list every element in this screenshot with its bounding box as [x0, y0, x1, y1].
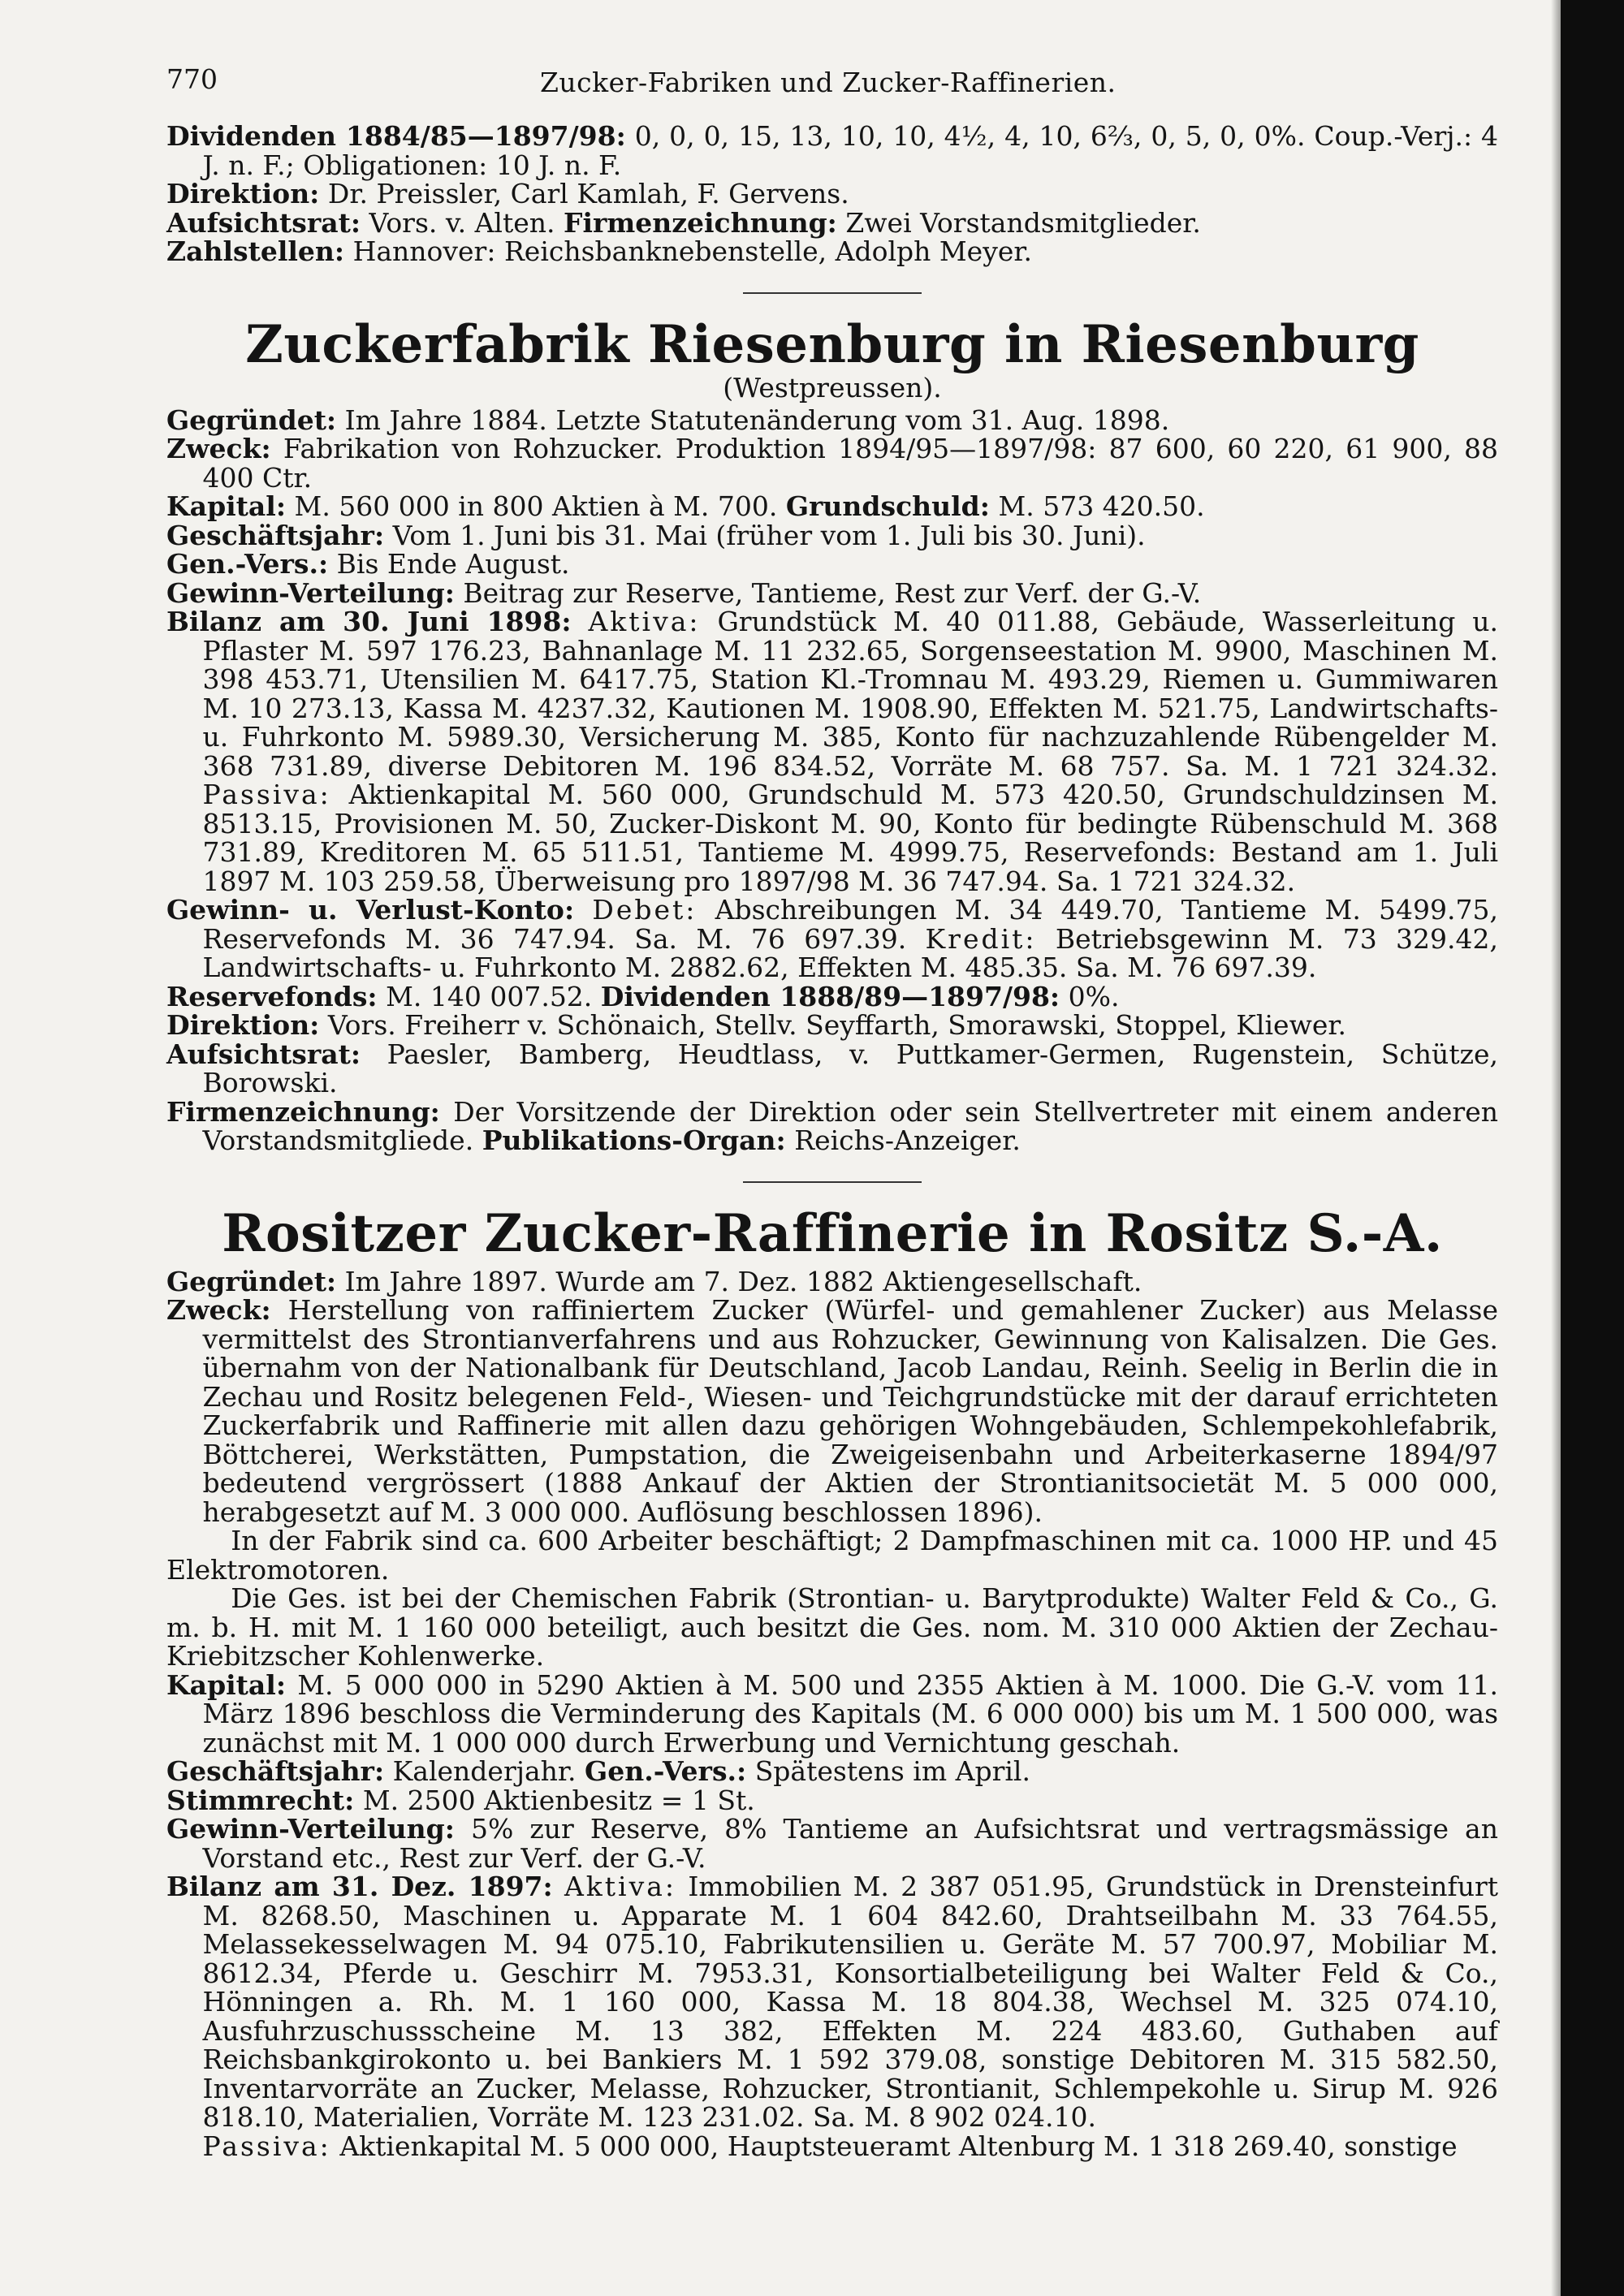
value: M. 560 000 in 800 Aktien à M. 700.	[294, 490, 778, 522]
workers-paragraph: In der Fabrik sind ca. 600 Arbeiter beschäftigt; 2 Dampfmaschinen mit ca. 1000 HP. und 45 Elektromotoren.	[166, 1525, 1498, 1586]
page-number: 770	[166, 63, 218, 95]
value: 0, 0, 0, 15, 13, 10, 10, 4½, 4, 10, 6⅔, 0, 5, 0, 0%. Coup.-Verj.: 4 J. n. F.; Obligationen: 10 J. n. F.	[202, 120, 1498, 181]
value: 0%.	[1068, 980, 1120, 1012]
value: Bis Ende August.	[336, 548, 570, 580]
label: Gegründet:	[166, 404, 337, 436]
entry-riesenburg	[166, 313, 1499, 1156]
gewinnverteilung-line	[166, 576, 1498, 609]
value: Paesler, Bamberg, Heudtlass, v. Puttkamer-Germen, Rugenstein, Schütze, Borowski.	[202, 1038, 1498, 1098]
label: Geschäftsjahr:	[166, 1755, 385, 1787]
label: Dividenden 1888/89—1897/98:	[600, 980, 1060, 1012]
value: M. 2500 Aktienbesitz = 1 St.	[362, 1784, 755, 1816]
value: M. 573 420.50.	[998, 490, 1205, 522]
section-divider	[743, 1181, 922, 1183]
geschaeftsjahr-line	[166, 521, 1498, 550]
stimmrecht-line	[166, 1786, 1498, 1815]
guv-block	[166, 896, 1498, 982]
label: Grundschuld:	[785, 490, 990, 522]
company-title: Zuckerfabrik Riesenburg in Riesenburg	[245, 313, 1419, 375]
kapital-line	[166, 492, 1498, 521]
value: M. 140 007.52.	[386, 980, 593, 1012]
zahlstellen-line	[166, 237, 1498, 266]
value: Vors. v. Alten.	[369, 206, 555, 239]
zweck-line	[166, 434, 1498, 492]
aufsichtsrat-line	[166, 206, 1498, 239]
value: Kalenderjahr.	[392, 1755, 577, 1787]
aufsichtsrat-line	[166, 1040, 1498, 1098]
label: Firmenzeichnung:	[564, 206, 837, 239]
value: Dr. Preissler, Carl Kamlah, F. Gervens.	[327, 178, 849, 209]
label: Gegründet:	[166, 1265, 337, 1297]
label: Direktion:	[166, 1009, 320, 1041]
kredit-label: Kredit:	[925, 922, 1037, 955]
running-title: Zucker-Fabriken und Zucker-Raffinerien.	[540, 67, 1116, 98]
label: Firmenzeichnung:	[166, 1095, 440, 1128]
value: M. 5 000 000 in 5290 Aktien à M. 500 und 2355 Aktien à M. 1000. Die G.-V. vom 11. März 1896 beschloss die Verminderung des Kapitals (M. 6 000 000) bis um M. 1 500 000, was zunächst mit M. 1 000 000 durch Erwerbung und Vernichtung geschah.	[202, 1668, 1498, 1759]
label: Zahlstellen:	[166, 235, 345, 267]
aktiva-label: Aktiva:	[564, 1871, 677, 1902]
value: Herstellung von raffiniertem Zucker (Würfel- und gemahlener Zucker) aus Melasse vermittelst des Strontianverfahrens und aus Rohzucker, Gewinnung von Kalisalzen. Die Ges. übernahm von der Nationalbank für Deutschland, Jacob Landau, Reinh. Seelig in Berlin die in Zechau und Rositz belegenen Feld-, Wiesen- und Teichgrundstücke mit der darauf errichteten Zuckerfabrik und Raffinerie mit allen dazu gehörigen Wohngebäuden, Schlempekohlefabrik, Böttcherei, Werkstätten, Pumpstation, die Zweigeisenbahn und Arbeiterkaserne 1894/97 bedeutend vergrössert (1888 Ankauf der Aktien der Strontianitsocietät M. 5 000 000, herabgesetzt auf M. 3 000 000. Auflösung beschlossen 1896).	[202, 1294, 1498, 1528]
value: Zwei Vorstandsmitglieder.	[845, 206, 1201, 239]
kapital-line	[166, 1668, 1498, 1759]
label: Kapital:	[166, 490, 287, 522]
label: Aufsichtsrat:	[166, 206, 361, 239]
aktiva-text: Immobilien M. 2 387 051.95, Grundstück in Drensteinfurt M. 8268.50, Maschinen u. Apparate M. 1 604 842.60, Drahtseilbahn M. 33 764.55, Melassekesselwagen M. 94 075.10, Fabrikutensilien u. Geräte M. 57 700.97, Mobiliar M. 8612.34, Pferde u. Geschirr M. 7953.31, Konsortialbeteiligung bei Walter Feld & Co., Hönningen a. Rh. M. 1 160 000, Kassa M. 18 804.38, Wechsel M. 325 074.10, Ausfuhrzuschussscheine M. 13 382, Effekten M. 224 483.60, Guthaben auf Reichsbankgirokonto u. bei Bankiers M. 1 592 379.08, sonstige Debitoren M. 315 582.50, Inventarvorräte an Zucker, Melasse, Rohzucker, Strontianit, Schlempekohle u. Sirup M. 926 818.10, Materialien, Vorräte M. 123 231.02. Sa. M. 8 902 024.10.	[202, 1871, 1498, 2133]
gegruendet-line	[166, 406, 1498, 435]
passiva-text: Aktienkapital M. 5 000 000, Hauptsteueramt Altenburg M. 1 318 269.40, sonstige	[339, 2130, 1458, 2162]
bilanz-block	[166, 607, 1498, 896]
geschaeftsjahr-line	[166, 1757, 1498, 1786]
document-page	[166, 65, 1498, 2160]
entry-rositz	[166, 1202, 1498, 2162]
label: Bilanz am 30. Juni 1898:	[166, 606, 572, 637]
value: Reichs-Anzeiger.	[794, 1124, 1021, 1156]
value: Beitrag zur Reserve, Tantieme, Rest zur Verf. der G.-V.	[463, 576, 1202, 609]
firmenzeichnung-line	[166, 1095, 1498, 1156]
value: Im Jahre 1897. Wurde am 7. Dez. 1882 Aktiengesellschaft.	[344, 1265, 1142, 1297]
label: Kapital:	[166, 1668, 287, 1701]
direktion-line	[166, 1011, 1498, 1040]
direktion-line	[166, 179, 1498, 209]
value: Vom 1. Juni bis 31. Mai (früher vom 1. Juli bis 30. Juni).	[392, 519, 1146, 551]
label: Gewinn-Verteilung:	[166, 576, 455, 609]
label: Gen.-Vers.:	[166, 548, 329, 580]
scan-dark-edge	[1561, 0, 1624, 2296]
debet-text: Abschreibungen M. 34 449.70, Tantieme M. 5499.75, Reservefonds M. 36 747.94. Sa. M. 76 697.39.	[202, 894, 1499, 955]
passiva-text: Aktienkapital M. 560 000, Grundschuld M. 573 420.50, Grundschuldzinsen M. 8513.15, Provisionen M. 50, Zucker-Diskont M. 90, Konto für bedingte Rübenschuld M. 368 731.89, Kreditoren M. 65 511.51, Tantieme M. 4999.75, Reservefonds: Bestand am 1. Juli 1897 M. 103 259.58, Überweisung pro 1897/98 M. 36 747.94. Sa. 1 721 324.32.	[202, 779, 1498, 897]
page-header	[166, 65, 1498, 122]
label: Bilanz am 31. Dez. 1897:	[166, 1871, 553, 1902]
genvers-line	[166, 550, 1498, 579]
label: Publikations-Organ:	[482, 1124, 786, 1156]
passiva-label: Passiva:	[202, 779, 331, 810]
kredit-text: Betriebsgewinn M. 73 329.42, Landwirtschafts- u. Fuhrkonto M. 2882.62, Effekten M. 485.35. Sa. M. 76 697.39.	[202, 922, 1498, 983]
participation-paragraph: Die Ges. ist bei der Chemischen Fabrik (Strontian- u. Barytprodukte) Walter Feld & Co., G. m. b. H. mit M. 1 160 000 beteiligt, auch besitzt die Ges. nom. M. 310 000 Aktien der Zechau-Kriebitzscher Kohlenwerke.	[166, 1582, 1498, 1672]
label: Direktion:	[166, 178, 320, 209]
label: Gen.-Vers.:	[585, 1755, 747, 1787]
gewinnverteilung-line	[166, 1815, 1498, 1872]
company-title: Rositzer Zucker-Raffinerie in Rositz S.-A.	[222, 1202, 1443, 1264]
value: 5% zur Reserve, 8% Tantieme an Aufsichtsrat und vertragsmässige an Vorstand etc., Rest zur Verf. der G.-V.	[202, 1813, 1498, 1874]
value: Hannover: Reichsbanknebenstelle, Adolph Meyer.	[352, 235, 1033, 267]
label: Dividenden 1884/85—1897/98:	[166, 120, 626, 152]
aktiva-text: Grundstück M. 40 011.88, Gebäude, Wasserleitung u. Pflaster M. 597 176.23, Bahnanlage M. 11 232.65, Sorgenseestation M. 9900, Maschinen M. 398 453.71, Utensilien M. 6417.75, Station Kl.-Tromnau M. 493.29, Riemen u. Gummiwaren M. 10 273.13, Kassa M. 4237.32, Kautionen M. 1908.90, Effekten M. 521.75, Landwirtschafts- u. Fuhrkonto M. 5989.30, Versicherung M. 385, Konto für nachzuzahlende Rübengelder M. 368 731.89, diverse Debitoren M. 196 834.52, Vorräte M. 68 757. Sa. M. 1 721 324.32.	[202, 606, 1498, 782]
aktiva-label: Aktiva:	[588, 606, 701, 637]
value: Fabrikation von Rohzucker. Produktion 1894/95—1897/98: 87 600, 60 220, 61 900, 88 400 Ctr.	[202, 433, 1498, 494]
bilanz-block	[166, 1872, 1498, 2160]
value: Spätestens im April.	[754, 1755, 1030, 1787]
label: Reservefonds:	[166, 980, 378, 1012]
section-divider	[743, 292, 922, 294]
company-subtitle: (Westpreussen).	[723, 371, 942, 404]
label: Gewinn-Verteilung:	[166, 1813, 455, 1845]
passiva-label: Passiva:	[202, 2130, 331, 2162]
debet-label: Debet:	[592, 894, 698, 926]
label: Gewinn- u. Verlust-Konto:	[166, 894, 575, 926]
value: Der Vorsitzende der Direktion oder sein Stellvertreter mit einem anderen Vorstandsmitgliede.	[202, 1095, 1498, 1156]
label: Zweck:	[166, 1294, 271, 1326]
label: Aufsichtsrat:	[166, 1038, 361, 1070]
gegruendet-line	[166, 1267, 1498, 1297]
previous-entry	[166, 122, 1498, 266]
reservefonds-line	[166, 982, 1498, 1012]
label: Stimmrecht:	[166, 1784, 355, 1816]
dividenden-line	[166, 122, 1498, 179]
label: Geschäftsjahr:	[166, 519, 385, 551]
label: Zweck:	[166, 433, 271, 464]
zweck-line	[166, 1296, 1498, 1526]
value: Vors. Freiherr v. Schönaich, Stellv. Seyffarth, Smorawski, Stoppel, Kliewer.	[327, 1009, 1346, 1041]
value: Im Jahre 1884. Letzte Statutenänderung vom 31. Aug. 1898.	[344, 404, 1170, 436]
